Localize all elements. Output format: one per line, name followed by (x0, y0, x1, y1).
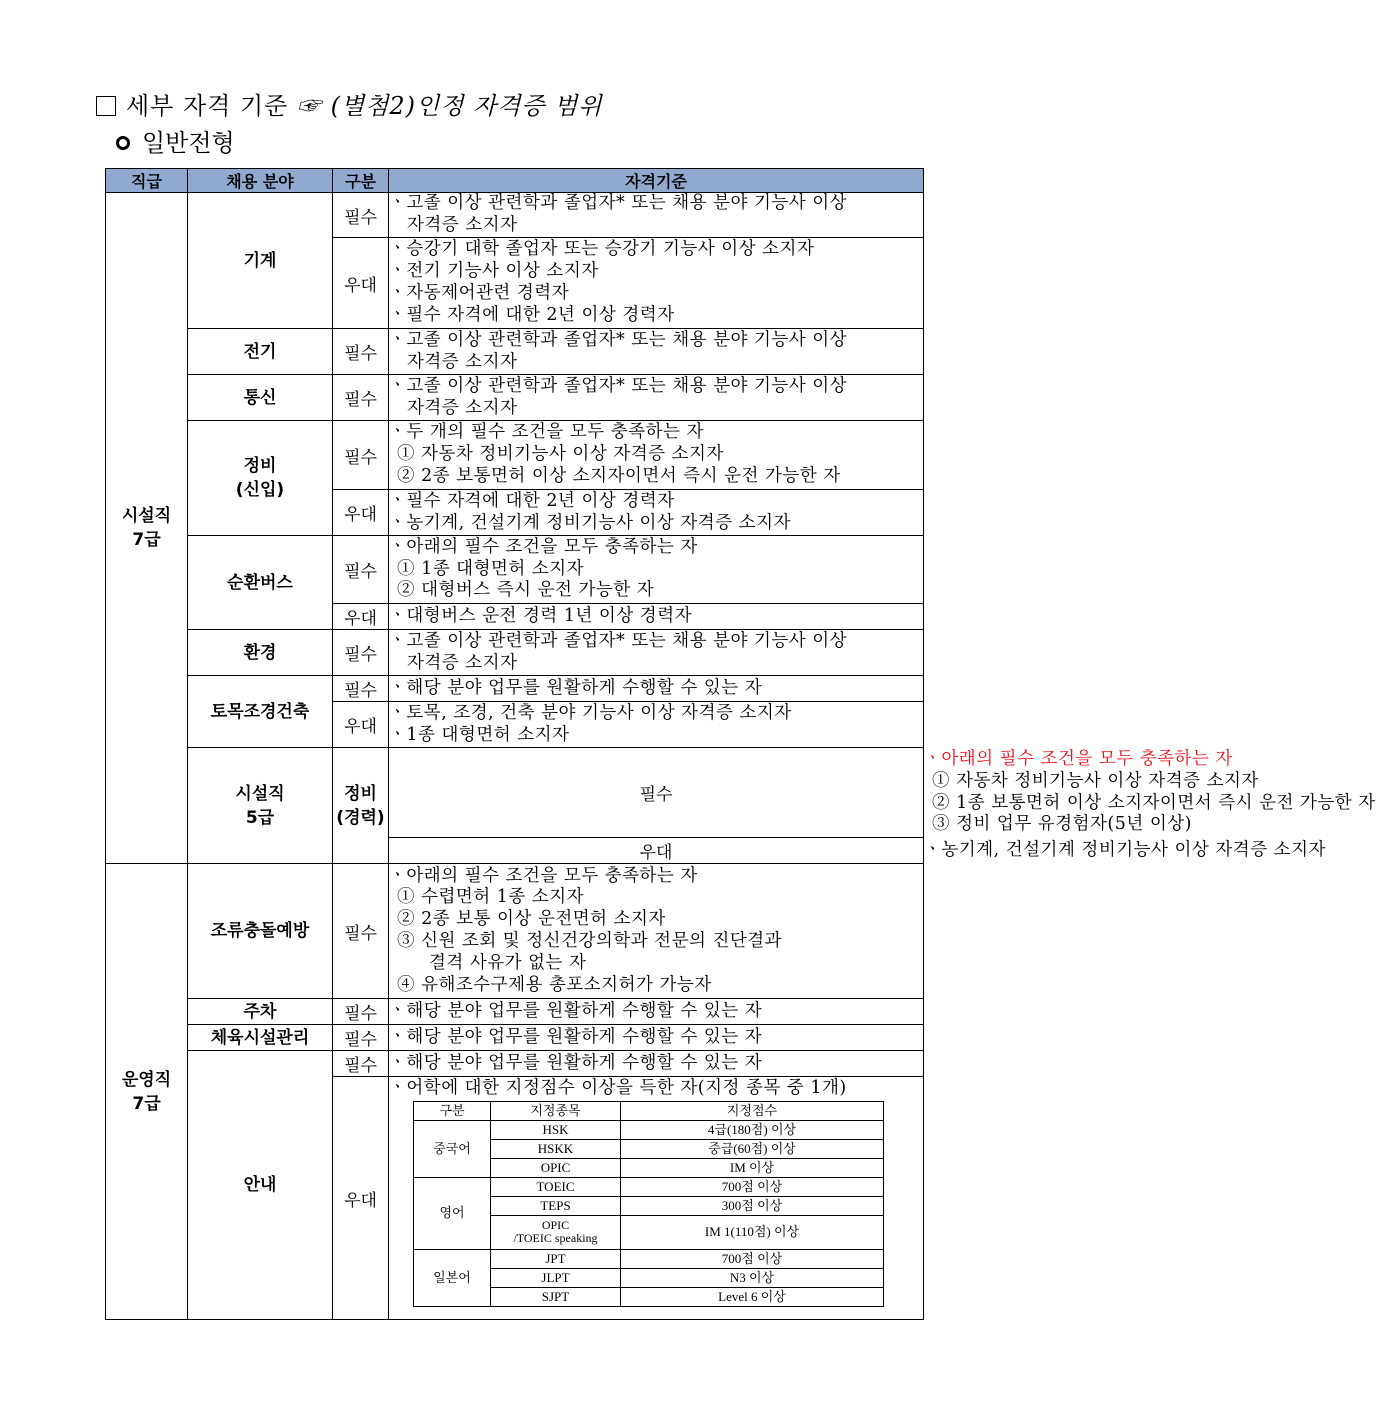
criteria-line: ㆍ고졸 이상 관련학과 졸업자* 또는 채용 분야 기능사 이상 (389, 329, 848, 350)
criteria-line: 자격증 소지자 (407, 652, 518, 673)
grade-facility-7 (106, 193, 188, 864)
criteria-civil-required (389, 676, 924, 702)
criteria-line: ㆍ해당 분야 업무를 원활하게 수행할 수 있는 자 (389, 677, 763, 698)
lang-score: Level 6 이상 (621, 1287, 884, 1306)
criteria-maint-new-preferred (389, 490, 924, 536)
field-electric: 전기 (188, 329, 333, 375)
lang-japanese: 일본어 (414, 1249, 491, 1306)
criteria-line: ㆍ어학에 대한 지정점수 이상을 득한 자(지정 종목 중 1개) (389, 1078, 847, 1098)
kind-required: 필수 (333, 536, 389, 604)
criteria-line: ㆍ고졸 이상 관련학과 졸업자* 또는 채용 분야 기능사 이상 (389, 193, 848, 214)
kind-preferred: 우대 (389, 838, 924, 864)
table-row (414, 1120, 884, 1139)
criteria-maint-new-required (389, 421, 924, 490)
lang-score: 700점 이상 (621, 1177, 884, 1196)
kind-required: 필수 (333, 1025, 389, 1051)
criteria-line: ㆍ대형버스 운전 경력 1년 이상 경력자 (389, 605, 693, 626)
criteria-env-required (389, 630, 924, 676)
field-shuttle-bus: 순환버스 (188, 536, 333, 630)
criteria-line: ㆍ해당 분야 업무를 원활하게 수행할 수 있는 자 (389, 1000, 763, 1021)
criteria-line: ② 1종 보통면허 이상 소지자이면서 즉시 운전 가능한 자 (932, 792, 1376, 813)
criteria-comm-required (389, 375, 924, 421)
criteria-line: ㆍ해당 분야 업무를 원활하게 수행할 수 있는 자 (389, 1052, 763, 1073)
lang-score: 중급(60점) 이상 (621, 1139, 884, 1158)
kind-required: 필수 (333, 676, 389, 702)
criteria-line: ㆍ전기 기능사 이상 소지자 (389, 261, 599, 282)
lang-test: JPT (491, 1249, 621, 1268)
header-grade: 직급 (106, 169, 188, 193)
section-title-text: 세부 자격 기준 (126, 92, 289, 120)
criteria-line: ㆍ고졸 이상 관련학과 졸업자* 또는 채용 분야 기능사 이상 (389, 630, 848, 651)
section-title (96, 86, 603, 121)
criteria-line: ㆍ농기계, 건설기계 정비기능사 이상 자격증 소지자 (389, 512, 791, 533)
criteria-line: ㆍ고졸 이상 관련학과 졸업자* 또는 채용 분야 기능사 이상 (389, 375, 848, 396)
grade-facility-5 (188, 748, 333, 864)
criteria-line: 자격증 소지자 (407, 397, 518, 418)
lang-test: TEPS (491, 1196, 621, 1215)
lang-score: IM 1(110점) 이상 (621, 1215, 884, 1249)
criteria-line: ① 수렵면허 1종 소지자 (397, 887, 585, 908)
kind-required: 필수 (333, 193, 389, 238)
kind-required: 필수 (333, 421, 389, 490)
grade-label: 운영직 7급 (121, 1069, 172, 1114)
qualification-table: 직급 채용 분야 구분 자격기준 시설직 7급 기계 필수 ㆍ고졸 이상 관련학과 졸업자* 또는 채용 분야 기능사 이상 자격증 소지자 우대 ㆍ승강기 대학 졸업자 또는 승강기 기능사 이상 소지자 ㆍ전기 기능사 이상 소지자 ㆍ자동제어관련 경력자 ㆍ필수 자격에 대한 2년 이상 경력자 전기 필수 ㆍ고졸 이상 관련학과 졸업자* 또는 채용 분야 기능사 이상 자격증 소지자 통신 필수 ㆍ고졸 이상 관련학과 졸업자* 또는 채용 분야 기능사 이상 자격증 소지자 정비 (신입) 필수 ㆍ두 개의 필수 조건을 모두 충족하는 자 ① 자동차 정비기능사 이상 자격증 소지자 ② 2종 보통면허 이상 소지자이면서 즉시 운전 가능한 자 우대 ㆍ필수 자격에 대한 2년 이상 경력자 ㆍ농기계, 건설기계 정비기능사 이상 자격증 소지자 순환버스 필수 ㆍ아래의 필수 조건을 모두 충족하는 자 ① 1종 대형면허 소지자 ② 대형버스 즉시 운전 가능한 자 우대 ㆍ대형버스 운전 경력 1년 이상 경력자 환경 필수 ㆍ고졸 이상 관련학과 졸업자* 또는 채용 분야 기능사 이상 자격증 소지자 토목조경건축 필수 ㆍ해당 분야 업무를 원활하게 수행할 수 있는 자 우대 ㆍ토목, 조경, 건축 분야 기능사 이상 자격증 소지자 ㆍ1종 대형면허 소지자 시설직 5급 정비 (경력) 필수 ㆍ아래의 필수 조건을 모두 충족하는 자 ① 자동차 정비기능사 이상 자격증 소지자 ② 1종 보통면허 이상 소지자이면서 즉시 운전 가능한 자 ③ 정비 업무 유경험자(5년 이상) 우대 ㆍ농기계, 건설기계 정비기능사 이상 자격증 소지자 운영직 7급 조류충돌예방 필수 ㆍ아래의 필수 조건을 모두 충족하는 자 ① 수렵면허 1종 소지자 ② 2종 보통 이상 운전면허 소지자 ③ 신원 조회 및 정신건강의학과 전문의 진단결과 결격 사유가 없는 자 ④ 유해조수구제용 총포소지허가 가능자 주차 필수 ㆍ해당 분야 업무를 원활하게 수행할 수 있는 자 체육시설관리 필수 ㆍ해당 분야 업무를 원활하게 수행할 수 있는 자 안내 필수 ㆍ해당 분야 업무를 원활하게 수행할 수 있는 자 우대 ㆍ어학에 대한 지정점수 이상을 득한 자(지정 종목 중 1개) 구분 지정종목 지정점수 중국어 HSK 4급(180점) 이상 HSKK 중급(60점) 이상 OPIC IM 이상 영어 TOEIC 700점 이상 TEPS 300점 이상 OPIC /TOEIC speaking IM 1(110점) 이상 일본어 JPT 700점 이상 JLPT N3 이상 SJPT Level 6 이상 (105, 168, 924, 1320)
criteria-line: ㆍ필수 자격에 대한 2년 이상 경력자 (389, 490, 675, 511)
criteria-line: ① 자동차 정비기능사 이상 자격증 소지자 (932, 770, 1259, 791)
kind-required: 필수 (333, 864, 389, 999)
grade-operation-7 (106, 864, 188, 1320)
criteria-line: ㆍ승강기 대학 졸업자 또는 승강기 기능사 이상 소지자 (389, 239, 815, 260)
criteria-line: ㆍ자동제어관련 경력자 (389, 283, 570, 303)
field-bird-strike-prevention: 조류충돌예방 (188, 864, 333, 999)
criteria-line: ② 2종 보통면허 이상 소지자이면서 즉시 운전 가능한 자 (397, 465, 841, 486)
criteria-line: 자격증 소지자 (407, 351, 518, 372)
criteria-line: ㆍ토목, 조경, 건축 분야 기능사 이상 자격증 소지자 (389, 702, 792, 723)
field-civil-landscape-architecture: 토목조경건축 (188, 676, 333, 748)
kind-required: 필수 (333, 999, 389, 1025)
lang-english: 영어 (414, 1177, 491, 1249)
attachment-reference: ☞ (별첨2)인정 자격증 범위 (297, 92, 603, 120)
criteria-guide-preferred (389, 1077, 924, 1320)
field-machine: 기계 (188, 193, 333, 329)
lang-test: HSK (491, 1120, 621, 1139)
field-guide: 안내 (188, 1051, 333, 1320)
criteria-line: ④ 유해조수구제용 총포소지허가 가능자 (397, 974, 712, 995)
kind-required: 필수 (389, 748, 924, 838)
lang-header-category: 구분 (414, 1101, 491, 1120)
criteria-electric-required (389, 329, 924, 375)
field-comm: 통신 (188, 375, 333, 421)
field-maintenance-experienced (333, 748, 389, 864)
subsection-title (116, 123, 235, 158)
criteria-machine-preferred (389, 238, 924, 329)
field-environment: 환경 (188, 630, 333, 676)
criteria-line: ① 1종 대형면허 소지자 (397, 558, 585, 579)
kind-required: 필수 (333, 1051, 389, 1077)
lang-test: TOEIC (491, 1177, 621, 1196)
kind-required: 필수 (333, 630, 389, 676)
criteria-parking-required (389, 999, 924, 1025)
language-table-header (414, 1101, 884, 1120)
header-kind: 구분 (333, 169, 389, 193)
field-label: 정비 (신입) (235, 456, 285, 500)
lang-score: 700점 이상 (621, 1249, 884, 1268)
kind-preferred: 우대 (333, 1077, 389, 1320)
criteria-bird-required (389, 864, 924, 999)
grade-label: 시설직 5급 (235, 783, 285, 828)
table-row (414, 1177, 884, 1196)
criteria-bus-preferred (389, 604, 924, 630)
kind-preferred: 우대 (333, 702, 389, 748)
header-field: 채용 분야 (188, 169, 333, 193)
field-maintenance-new (188, 421, 333, 536)
lang-score: N3 이상 (621, 1268, 884, 1287)
criteria-line: ㆍ두 개의 필수 조건을 모두 충족하는 자 (389, 422, 704, 443)
table-row (414, 1249, 884, 1268)
header-criteria: 자격기준 (389, 169, 924, 193)
criteria-line: 자격증 소지자 (407, 215, 518, 235)
criteria-line: ② 2종 보통 이상 운전면허 소지자 (397, 909, 666, 930)
lang-test: JLPT (491, 1268, 621, 1287)
kind-preferred: 우대 (333, 238, 389, 329)
grade-label: 시설직 7급 (121, 506, 172, 550)
field-parking: 주차 (188, 999, 333, 1025)
lang-test: SJPT (491, 1287, 621, 1306)
lang-score: IM 이상 (621, 1158, 884, 1177)
criteria-guide-required (389, 1051, 924, 1077)
kind-required: 필수 (333, 375, 389, 421)
criteria-line: ㆍ1종 대형면허 소지자 (389, 724, 570, 745)
kind-required: 필수 (333, 329, 389, 375)
criteria-line: ③ 정비 업무 유경험자(5년 이상) (932, 814, 1192, 835)
criteria-line: ① 자동차 정비기능사 이상 자격증 소지자 (397, 444, 724, 465)
lang-chinese: 중국어 (414, 1120, 491, 1177)
criteria-line: 결격 사유가 없는 자 (429, 952, 587, 973)
criteria-civil-preferred (389, 702, 924, 748)
criteria-line: ② 대형버스 즉시 운전 가능한 자 (397, 580, 655, 601)
lang-score: 300점 이상 (621, 1196, 884, 1215)
lang-score: 4급(180점) 이상 (621, 1120, 884, 1139)
criteria-line: ㆍ아래의 필수 조건을 모두 충족하는 자 (389, 865, 698, 886)
table-header-row (106, 169, 924, 193)
lang-test: OPIC (491, 1158, 621, 1177)
lang-test: HSKK (491, 1139, 621, 1158)
field-sports-facility: 체육시설관리 (188, 1025, 333, 1051)
criteria-line: ㆍ아래의 필수 조건을 모두 충족하는 자 (389, 536, 698, 557)
criteria-line: ㆍ필수 자격에 대한 2년 이상 경력자 (389, 304, 675, 325)
criteria-machine-required (389, 193, 924, 238)
subsection-title-text: 일반전형 (142, 129, 235, 157)
criteria-line: ㆍ해당 분야 업무를 원활하게 수행할 수 있는 자 (389, 1026, 763, 1047)
lang-header-score: 지정점수 (621, 1101, 884, 1120)
criteria-bus-required (389, 536, 924, 604)
kind-preferred: 우대 (333, 604, 389, 630)
field-label: 정비 (경력) (336, 783, 385, 828)
lang-test: OPIC /TOEIC speaking (491, 1215, 621, 1249)
criteria-line: ③ 신원 조회 및 정신건강의학과 전문의 진단결과 (397, 931, 783, 951)
language-score-table (413, 1101, 884, 1307)
criteria-sports-required (389, 1025, 924, 1051)
checkbox-square-icon (96, 96, 116, 116)
circle-bullet-icon (116, 136, 130, 150)
kind-preferred: 우대 (333, 490, 389, 536)
lang-header-test: 지정종목 (491, 1101, 621, 1120)
